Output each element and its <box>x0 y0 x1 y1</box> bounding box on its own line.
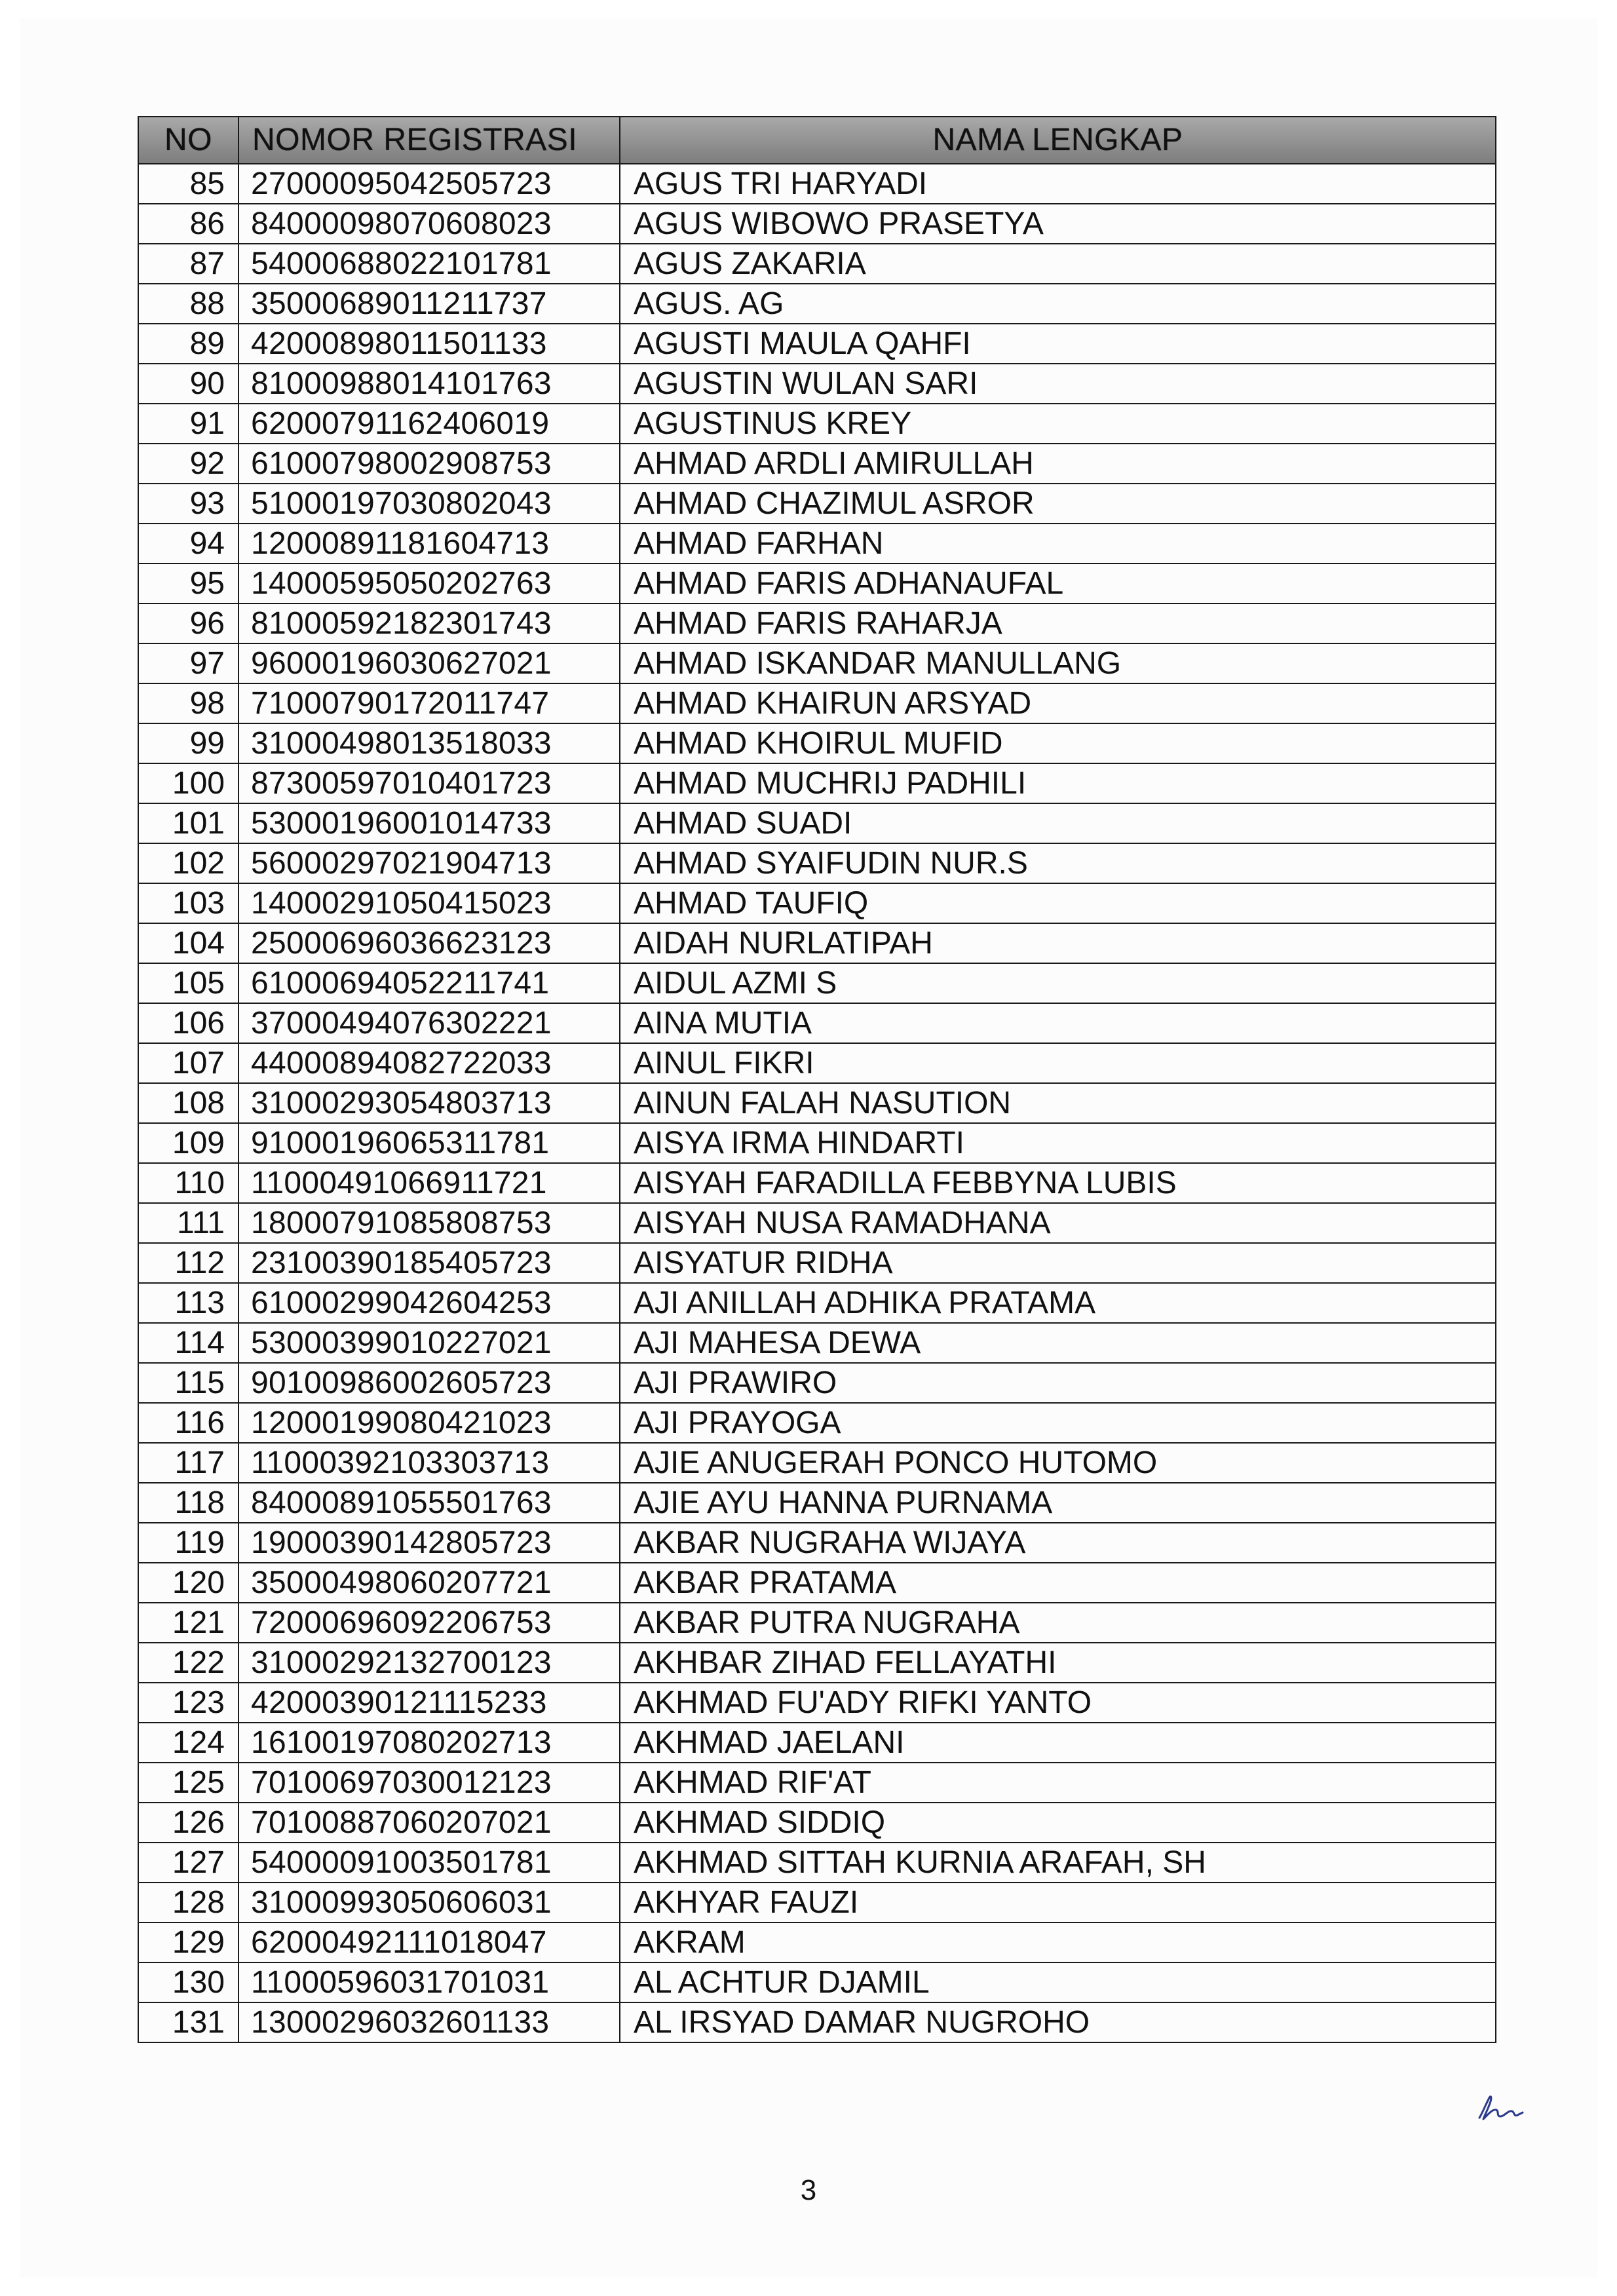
full-name: AGUSTI MAULA QAHFI <box>620 324 1496 364</box>
registration-number: 87300597010401723 <box>238 763 620 803</box>
full-name: AKHMAD RIF'AT <box>620 1763 1496 1803</box>
row-number: 102 <box>138 843 238 883</box>
registration-number: 12000891181604713 <box>238 524 620 564</box>
table-row <box>138 1283 1496 1323</box>
table-row <box>138 484 1496 524</box>
row-number: 106 <box>138 1003 238 1043</box>
table-row <box>138 643 1496 683</box>
registration-number: 91000196065311781 <box>238 1123 620 1163</box>
registration-number: 62000492111018047 <box>238 1923 620 1962</box>
registration-number: 54000091003501781 <box>238 1843 620 1883</box>
row-number: 129 <box>138 1923 238 1962</box>
row-number: 90 <box>138 364 238 404</box>
header-registration-number: NOMOR REGISTRASI <box>238 117 620 164</box>
row-number: 95 <box>138 564 238 603</box>
row-number: 119 <box>138 1523 238 1563</box>
registration-number: 53000399010227021 <box>238 1323 620 1363</box>
registration-number: 19000390142805723 <box>238 1523 620 1563</box>
registration-number: 11000491066911721 <box>238 1163 620 1203</box>
row-number: 122 <box>138 1643 238 1683</box>
row-number: 111 <box>138 1203 238 1243</box>
full-name: AISYAH FARADILLA FEBBYNA LUBIS <box>620 1163 1496 1203</box>
registration-number: 42000390121115233 <box>238 1683 620 1723</box>
row-number: 93 <box>138 484 238 524</box>
header-full-name: NAMA LENGKAP <box>620 117 1496 164</box>
full-name: AGUS ZAKARIA <box>620 244 1496 284</box>
table-row <box>138 803 1496 843</box>
row-number: 87 <box>138 244 238 284</box>
full-name: AKHYAR FAUZI <box>620 1883 1496 1923</box>
row-number: 86 <box>138 204 238 244</box>
full-name: AHMAD MUCHRIJ PADHILI <box>620 763 1496 803</box>
table-row <box>138 603 1496 643</box>
row-number: 105 <box>138 963 238 1003</box>
registration-number: 62000791162406019 <box>238 404 620 444</box>
row-number: 103 <box>138 883 238 923</box>
table-row <box>138 1883 1496 1923</box>
registration-number: 71000790172011747 <box>238 683 620 723</box>
row-number: 118 <box>138 1483 238 1523</box>
table-row <box>138 1443 1496 1483</box>
page-number: 3 <box>800 2174 817 2206</box>
handwritten-initial-icon <box>1474 2092 1527 2124</box>
full-name: AGUSTIN WULAN SARI <box>620 364 1496 404</box>
table-row <box>138 1683 1496 1723</box>
table-row <box>138 1483 1496 1523</box>
full-name: AHMAD FARHAN <box>620 524 1496 564</box>
registration-number: 31000993050606031 <box>238 1883 620 1923</box>
table-row <box>138 1643 1496 1683</box>
registration-number: 25000696036623123 <box>238 923 620 963</box>
registration-number: 11000596031701031 <box>238 1962 620 2002</box>
full-name: AIDAH NURLATIPAH <box>620 923 1496 963</box>
table-row <box>138 1403 1496 1443</box>
full-name: AHMAD ARDLI AMIRULLAH <box>620 444 1496 484</box>
row-number: 130 <box>138 1962 238 2002</box>
row-number: 98 <box>138 683 238 723</box>
table-row <box>138 1323 1496 1363</box>
row-number: 110 <box>138 1163 238 1203</box>
full-name: AHMAD TAUFIQ <box>620 883 1496 923</box>
table-row <box>138 1003 1496 1043</box>
full-name: AGUSTINUS KREY <box>620 404 1496 444</box>
registration-number: 16100197080202713 <box>238 1723 620 1763</box>
row-number: 116 <box>138 1403 238 1443</box>
full-name: AIDUL AZMI S <box>620 963 1496 1003</box>
full-name: AHMAD ISKANDAR MANULLANG <box>620 643 1496 683</box>
row-number: 96 <box>138 603 238 643</box>
table-row <box>138 1523 1496 1563</box>
row-number: 85 <box>138 164 238 204</box>
table-row <box>138 1363 1496 1403</box>
row-number: 88 <box>138 284 238 324</box>
table-row <box>138 1083 1496 1123</box>
table-row <box>138 524 1496 564</box>
table-row <box>138 1203 1496 1243</box>
full-name: AINA MUTIA <box>620 1003 1496 1043</box>
registration-number: 35000498060207721 <box>238 1563 620 1603</box>
registration-number: 53000196001014733 <box>238 803 620 843</box>
table-row <box>138 324 1496 364</box>
full-name: AHMAD FARIS RAHARJA <box>620 603 1496 643</box>
registration-number: 31000293054803713 <box>238 1083 620 1123</box>
registration-number: 42000898011501133 <box>238 324 620 364</box>
table-row <box>138 1803 1496 1843</box>
full-name: AJI MAHESA DEWA <box>620 1323 1496 1363</box>
full-name: AKHMAD JAELANI <box>620 1723 1496 1763</box>
registration-number: 56000297021904713 <box>238 843 620 883</box>
row-number: 113 <box>138 1283 238 1323</box>
table-row <box>138 1843 1496 1883</box>
table-row <box>138 564 1496 603</box>
row-number: 89 <box>138 324 238 364</box>
row-number: 131 <box>138 2002 238 2042</box>
table-row <box>138 963 1496 1003</box>
table-row <box>138 2002 1496 2042</box>
table-row <box>138 923 1496 963</box>
registration-number: 81000592182301743 <box>238 603 620 643</box>
table-header-row <box>138 117 1496 164</box>
registration-number: 61000798002908753 <box>238 444 620 484</box>
row-number: 104 <box>138 923 238 963</box>
full-name: AJIE ANUGERAH PONCO HUTOMO <box>620 1443 1496 1483</box>
table-row <box>138 444 1496 484</box>
full-name: AL IRSYAD DAMAR NUGROHO <box>620 2002 1496 2042</box>
full-name: AINUL FIKRI <box>620 1043 1496 1083</box>
full-name: AHMAD CHAZIMUL ASROR <box>620 484 1496 524</box>
table-body <box>138 164 1496 2042</box>
full-name: AKRAM <box>620 1923 1496 1962</box>
row-number: 91 <box>138 404 238 444</box>
table-row <box>138 284 1496 324</box>
registration-number: 27000095042505723 <box>238 164 620 204</box>
table-row <box>138 364 1496 404</box>
row-number: 97 <box>138 643 238 683</box>
table-row <box>138 1243 1496 1283</box>
full-name: AKHMAD SIDDIQ <box>620 1803 1496 1843</box>
row-number: 126 <box>138 1803 238 1843</box>
registration-number: 14000595050202763 <box>238 564 620 603</box>
row-number: 128 <box>138 1883 238 1923</box>
full-name: AHMAD SUADI <box>620 803 1496 843</box>
registration-number: 61000694052211741 <box>238 963 620 1003</box>
registration-number: 12000199080421023 <box>238 1403 620 1443</box>
row-number: 120 <box>138 1563 238 1603</box>
table-row <box>138 1123 1496 1163</box>
registration-number: 31000498013518033 <box>238 723 620 763</box>
registration-number: 18000791085808753 <box>238 1203 620 1243</box>
full-name: AJI PRAYOGA <box>620 1403 1496 1443</box>
table-row <box>138 843 1496 883</box>
registration-number: 13000296032601133 <box>238 2002 620 2042</box>
registration-number: 35000689011211737 <box>238 284 620 324</box>
registration-number: 54000688022101781 <box>238 244 620 284</box>
row-number: 107 <box>138 1043 238 1083</box>
table-row <box>138 1723 1496 1763</box>
row-number: 114 <box>138 1323 238 1363</box>
row-number: 92 <box>138 444 238 484</box>
table-row <box>138 1962 1496 2002</box>
full-name: AINUN FALAH NASUTION <box>620 1083 1496 1123</box>
full-name: AGUS. AG <box>620 284 1496 324</box>
full-name: AHMAD KHAIRUN ARSYAD <box>620 683 1496 723</box>
full-name: AKHBAR ZIHAD FELLAYATHI <box>620 1643 1496 1683</box>
table-row <box>138 204 1496 244</box>
full-name: AJIE AYU HANNA PURNAMA <box>620 1483 1496 1523</box>
full-name: AKHMAD SITTAH KURNIA ARAFAH, SH <box>620 1843 1496 1883</box>
registration-number: 37000494076302221 <box>238 1003 620 1043</box>
table-row <box>138 1563 1496 1603</box>
table-row <box>138 164 1496 204</box>
row-number: 123 <box>138 1683 238 1723</box>
table-row <box>138 883 1496 923</box>
full-name: AKBAR NUGRAHA WIJAYA <box>620 1523 1496 1563</box>
registration-number: 11000392103303713 <box>238 1443 620 1483</box>
registration-number: 70100887060207021 <box>238 1803 620 1843</box>
full-name: AISYATUR RIDHA <box>620 1243 1496 1283</box>
table-row <box>138 404 1496 444</box>
table-row <box>138 1923 1496 1962</box>
table-row <box>138 723 1496 763</box>
row-number: 108 <box>138 1083 238 1123</box>
row-number: 109 <box>138 1123 238 1163</box>
table-row <box>138 763 1496 803</box>
table-row <box>138 683 1496 723</box>
full-name: AKBAR PRATAMA <box>620 1563 1496 1603</box>
row-number: 121 <box>138 1603 238 1643</box>
registration-number: 44000894082722033 <box>238 1043 620 1083</box>
row-number: 101 <box>138 803 238 843</box>
table-row <box>138 1603 1496 1643</box>
table-header <box>138 117 1496 164</box>
row-number: 99 <box>138 723 238 763</box>
row-number: 125 <box>138 1763 238 1803</box>
row-number: 94 <box>138 524 238 564</box>
registration-number: 31000292132700123 <box>238 1643 620 1683</box>
table-row <box>138 1763 1496 1803</box>
registration-number: 84000098070608023 <box>238 204 620 244</box>
row-number: 127 <box>138 1843 238 1883</box>
row-number: 117 <box>138 1443 238 1483</box>
registration-number: 96000196030627021 <box>238 643 620 683</box>
registration-number: 81000988014101763 <box>238 364 620 404</box>
full-name: AJI ANILLAH ADHIKA PRATAMA <box>620 1283 1496 1323</box>
row-number: 124 <box>138 1723 238 1763</box>
full-name: AGUS TRI HARYADI <box>620 164 1496 204</box>
row-number: 112 <box>138 1243 238 1283</box>
full-name: AGUS WIBOWO PRASETYA <box>620 204 1496 244</box>
registration-number: 23100390185405723 <box>238 1243 620 1283</box>
full-name: AHMAD FARIS ADHANAUFAL <box>620 564 1496 603</box>
full-name: AISYA IRMA HINDARTI <box>620 1123 1496 1163</box>
registration-number: 70100697030012123 <box>238 1763 620 1803</box>
registration-number: 84000891055501763 <box>238 1483 620 1523</box>
row-number: 115 <box>138 1363 238 1403</box>
registration-table <box>138 116 1496 2043</box>
registration-number: 14000291050415023 <box>238 883 620 923</box>
table-row <box>138 1163 1496 1203</box>
registration-number: 51000197030802043 <box>238 484 620 524</box>
header-no: NO <box>138 117 238 164</box>
full-name: AISYAH NUSA RAMADHANA <box>620 1203 1496 1243</box>
full-name: AHMAD KHOIRUL MUFID <box>620 723 1496 763</box>
full-name: AKBAR PUTRA NUGRAHA <box>620 1603 1496 1643</box>
table-row <box>138 1043 1496 1083</box>
full-name: AL ACHTUR DJAMIL <box>620 1962 1496 2002</box>
full-name: AHMAD SYAIFUDIN NUR.S <box>620 843 1496 883</box>
table-row <box>138 244 1496 284</box>
full-name: AKHMAD FU'ADY RIFKI YANTO <box>620 1683 1496 1723</box>
full-name: AJI PRAWIRO <box>620 1363 1496 1403</box>
registration-number: 61000299042604253 <box>238 1283 620 1323</box>
row-number: 100 <box>138 763 238 803</box>
registration-number: 72000696092206753 <box>238 1603 620 1643</box>
registration-number: 90100986002605723 <box>238 1363 620 1403</box>
